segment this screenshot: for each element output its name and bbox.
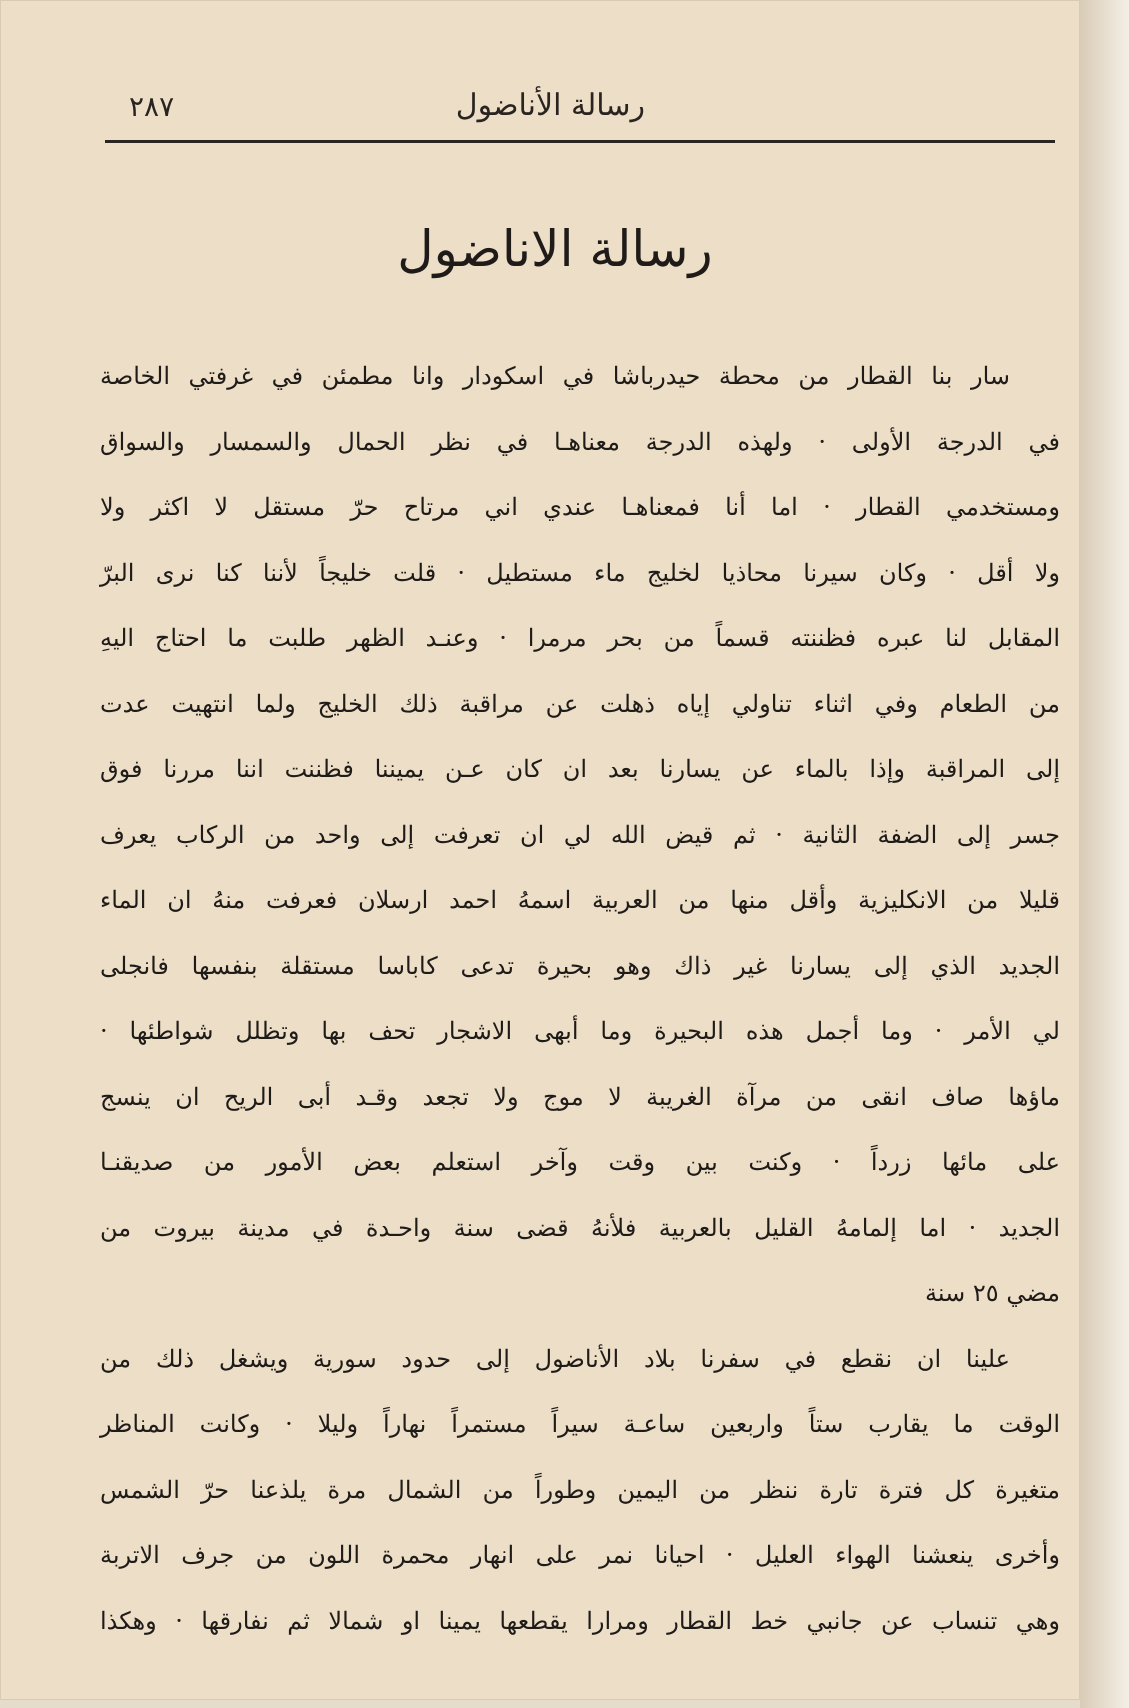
text-line: سار بنا القطار من محطة حيدرباشا في اسكودار وانا مطمئن في غرفتي الخاصة [100,362,1010,390]
text-line: المقابل لنا عبره فظننته قسماً من بحر مرمرا · وعنـد الظهر طلبت ما احتاج اليهِ [100,624,1060,652]
text-line: جسر إلى الضفة الثانية · ثم قيض الله لي ان تعرفت إلى واحد من الركاب يعرف [100,820,1060,849]
text-line: ومستخدمي القطار · اما أنا فمعناهـا عندي اني مرتاح حرّ مستقل لا اكثر ولا [100,493,1060,521]
text-line: من الطعام وفي اثناء تناولي إياه ذهلت عن مراقبة ذلك الخليج ولما انتهيت عدت [100,689,1060,718]
text-line: لي الأمر · وما أجمل هذه البحيرة وما أبهى الاشجار تحف بها وتظلل شواطئها · [100,1017,1060,1045]
page-number: ٢٨٧ [129,90,175,123]
page-edge [1080,0,1129,1708]
text-line: الجديد الذي إلى يسارنا غير ذاك وهو بحيرة تدعى كاباسا مستقلة بنفسها فانجلى [100,951,1060,980]
running-header [105,84,1055,143]
chapter-title: رسالة الاناضول [397,220,713,278]
text-line: علينا ان نقطع في سفرنا بلاد الأناضول إلى حدود سورية ويشغل ذلك من [100,1344,1010,1373]
text-line: متغيرة كل فترة تارة ننظر من اليمين وطوراً من الشمال مرة يلذعنا حرّ الشمس [100,1475,1061,1504]
text-line: في الدرجة الأولى · ولهذه الدرجة معناهـا في نظر الحمال والسمسار والسواق [100,427,1061,456]
text-line: ولا أقل · وكان سيرنا محاذيا لخليج ماء مستطيل · قلت خليجاً لأننا كنا نرى البرّ [100,558,1060,587]
paragraph-1 [100,344,1060,1327]
text-line: الجديد · اما إلمامهُ القليل بالعربية فلأنهُ قضى سنة واحـدة في مدينة بيروت من [100,1213,1060,1242]
body-text [100,344,1060,1654]
paragraph-2 [100,1327,1060,1655]
text-line: ماؤها صاف انقى من مرآة الغريبة لا موج ولا تجعد وقـد أبى الريح ان ينسج [100,1082,1060,1111]
text-line: إلى المراقبة وإذا بالماء عن يسارنا بعد ان كان عـن يميننا فظننت اننا مررنا فوق [100,755,1060,783]
text-line: الوقت ما يقارب ستاً واربعين ساعـة سيراً مستمراً نهاراً وليلا · وكانت المناظر [100,1410,1060,1438]
text-line: وأخرى ينعشنا الهواء العليل · احيانا نمر على انهار محمرة اللون من جرف الاتربة [100,1541,1060,1569]
text-line: على مائها زرداً · وكنت بين وقت وآخر استعلم بعض الأمور من صديقنـا [100,1148,1060,1176]
text-line: وهي تنساب عن جانبي خط القطار ومرارا يقطعها يمينا او شمالا ثم نفارقها · وهكذا [100,1606,1060,1635]
running-title: رسالة الأناضول [455,88,645,123]
text-line: مضي ٢٥ سنة [925,1279,1060,1307]
text-line: قليلا من الانكليزية وأقل منها من العربية اسمهُ احمد ارسلان فعرفت منهُ ان الماء [100,886,1060,914]
